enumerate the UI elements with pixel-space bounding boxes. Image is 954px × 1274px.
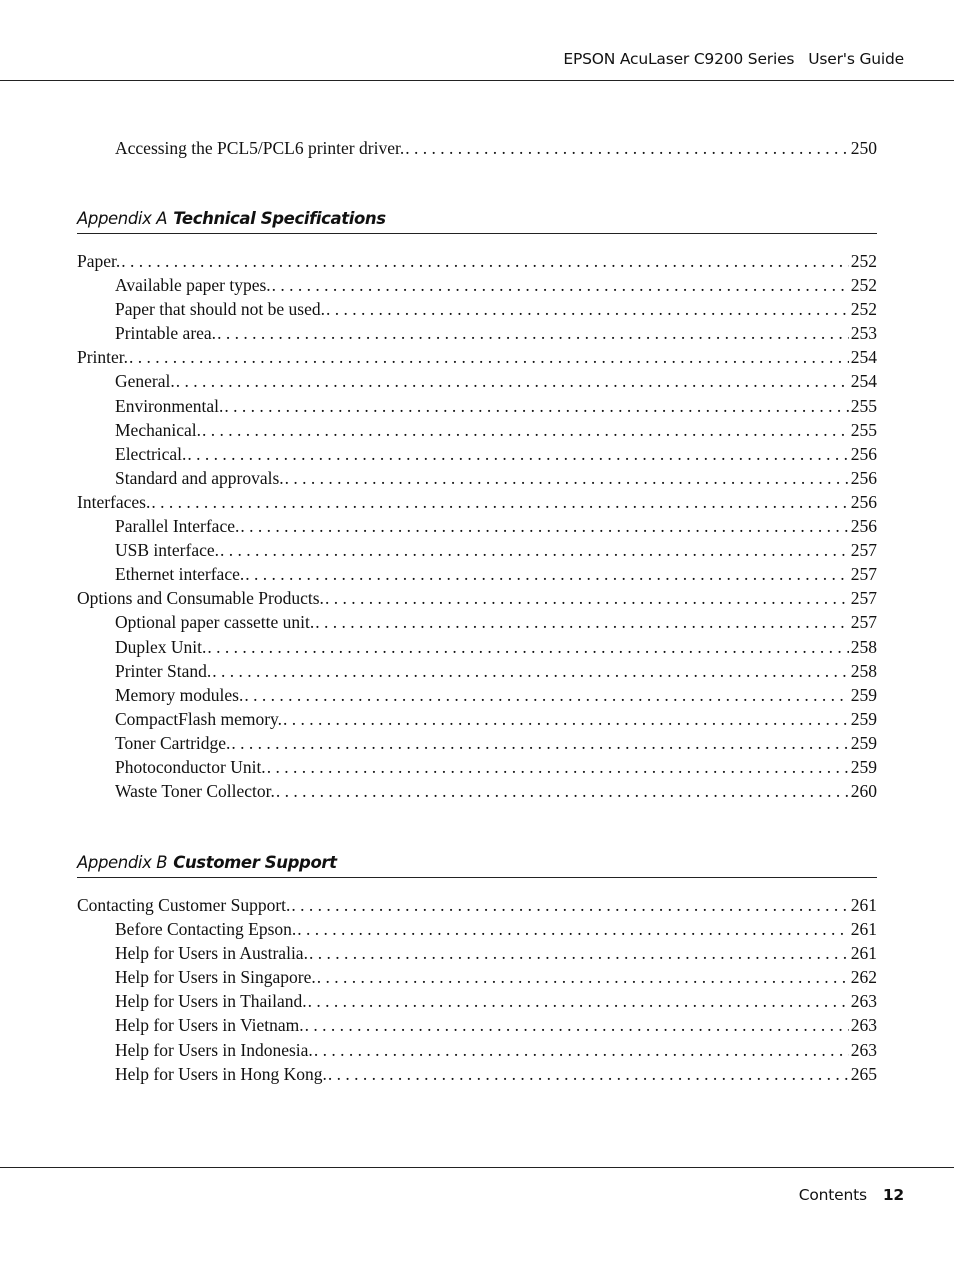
toc-entry-page: 252 — [850, 299, 877, 320]
toc-entry-contacting-customer-support[interactable] — [77, 893, 877, 917]
dot-leader — [176, 369, 849, 393]
dot-leader — [202, 418, 849, 442]
toc-entry-page: 260 — [850, 781, 877, 802]
toc-entry-title: Photoconductor Unit. — [115, 756, 266, 777]
toc-entry-page: 258 — [850, 636, 877, 657]
toc-entry-paper[interactable] — [77, 249, 877, 273]
toc-entry-page: 263 — [850, 1015, 877, 1036]
toc-entry-title: Contacting Customer Support. — [77, 895, 291, 915]
dot-leader — [272, 273, 849, 297]
toc-entry-page: 252 — [850, 251, 877, 271]
dot-leader — [325, 586, 849, 610]
dot-leader — [285, 466, 849, 490]
dot-leader — [245, 562, 849, 586]
appendix-a-heading — [77, 209, 877, 234]
toc-entry-page: 265 — [850, 1063, 877, 1084]
toc-entry-page: 261 — [850, 919, 877, 940]
running-header — [563, 50, 904, 68]
toc-entry-help-indonesia[interactable] — [77, 1038, 877, 1062]
dot-leader — [224, 394, 848, 418]
toc-entry-title: Before Contacting Epson. — [115, 919, 297, 940]
running-footer — [799, 1186, 904, 1204]
toc-entry-page: 252 — [850, 275, 877, 296]
toc-entry-title: CompactFlash memory. — [115, 708, 283, 729]
dot-leader — [305, 1013, 849, 1037]
dot-leader — [328, 1062, 849, 1086]
dot-leader — [309, 941, 849, 965]
toc-entry-printable-area[interactable] — [77, 321, 877, 345]
header-guide-title: User's Guide — [808, 50, 904, 68]
dot-leader — [129, 345, 849, 369]
toc-entry-title: Options and Consumable Products. — [77, 588, 324, 609]
footer-section-name: Contents — [798, 1186, 867, 1204]
toc-entry-page: 259 — [850, 732, 877, 753]
dot-leader — [315, 610, 849, 634]
dot-leader — [283, 707, 849, 731]
toc-entry-duplex-unit[interactable] — [77, 635, 877, 659]
toc-entry-page: 254 — [850, 347, 877, 368]
toc-entry-title: Mechanical. — [115, 419, 201, 440]
toc-entry-page: 256 — [850, 443, 877, 464]
toc-continued-block — [77, 136, 877, 160]
toc-entry-page: 259 — [850, 708, 877, 729]
toc-entry-title: Paper. — [77, 251, 121, 271]
toc-entry-title: Help for Users in Indonesia. — [115, 1039, 313, 1060]
toc-entry-printer[interactable] — [77, 345, 877, 369]
toc-entry-page: 250 — [850, 138, 877, 158]
toc-entry-help-vietnam[interactable] — [77, 1013, 877, 1037]
toc-entry-page: 259 — [850, 756, 877, 777]
toc-entry-title: Help for Users in Hong Kong. — [115, 1063, 327, 1084]
toc-entry-usb-interface[interactable] — [77, 538, 877, 562]
toc-entry-available-paper-types[interactable] — [77, 273, 877, 297]
toc-entry-title: Interfaces. — [77, 491, 151, 512]
dot-leader — [267, 755, 849, 779]
dot-leader — [308, 989, 849, 1013]
dot-leader — [220, 538, 849, 562]
toc-entry-paper-not-to-use[interactable] — [77, 297, 877, 321]
toc-entry-standard-and-approvals[interactable] — [77, 466, 877, 490]
toc-entry-help-hong-kong[interactable] — [77, 1062, 877, 1086]
dot-leader — [151, 490, 848, 514]
dot-leader — [317, 965, 849, 989]
toc-entry-mechanical[interactable] — [77, 418, 877, 442]
toc-entry-title: Duplex Unit. — [115, 636, 207, 657]
toc-entry-title: Ethernet interface. — [115, 564, 245, 585]
toc-entry-page: 257 — [850, 588, 877, 609]
toc-entry-electrical[interactable] — [77, 442, 877, 466]
toc-entry-environmental[interactable] — [77, 394, 877, 418]
toc-entry-title: Waste Toner Collector. — [115, 781, 275, 802]
toc-entry-toner-cartridge[interactable] — [77, 731, 877, 755]
toc-entry-compactflash-memory[interactable] — [77, 707, 877, 731]
toc-entry-options-and-consumables[interactable] — [77, 586, 877, 610]
toc-entry-waste-toner-collector[interactable] — [77, 779, 877, 803]
toc-entry-memory-modules[interactable] — [77, 683, 877, 707]
toc-entry-before-contacting-epson[interactable] — [77, 917, 877, 941]
toc-entry-title: Optional paper cassette unit. — [115, 612, 315, 633]
toc-entry-help-thailand[interactable] — [77, 989, 877, 1013]
dot-leader — [187, 442, 848, 466]
header-rule — [0, 80, 954, 81]
toc-entry-page: 263 — [850, 991, 877, 1012]
toc-entry-printer-stand[interactable] — [77, 659, 877, 683]
toc-entry-page: 257 — [850, 612, 877, 633]
toc-entry-general[interactable] — [77, 369, 877, 393]
toc-entry[interactable] — [77, 136, 877, 160]
toc-entry-page: 256 — [850, 467, 877, 488]
toc-entry-title: Help for Users in Vietnam. — [115, 1015, 304, 1036]
toc-entry-title: Printer. — [77, 347, 129, 368]
appendix-title[interactable]: Customer Support — [173, 853, 337, 872]
toc-entry-page: 256 — [850, 491, 877, 512]
toc-entry-title: Available paper types. — [115, 275, 271, 296]
toc-entry-title: Environmental. — [115, 395, 224, 416]
dot-leader — [231, 731, 848, 755]
appendix-b-entries — [77, 893, 877, 1086]
toc-entry-title: Help for Users in Singapore. — [115, 967, 316, 988]
toc-entry-title: Toner Cartridge. — [115, 732, 231, 753]
dot-leader — [121, 249, 848, 273]
appendix-label: Appendix B — [77, 853, 168, 872]
toc-entry-page: 261 — [850, 943, 877, 964]
toc-entry-page: 254 — [850, 371, 877, 392]
toc-entry-title: Electrical. — [115, 443, 187, 464]
appendix-label: Appendix A — [77, 209, 168, 228]
toc-entry-page: 257 — [850, 564, 877, 585]
toc-entry-help-singapore[interactable] — [77, 965, 877, 989]
toc-entry-title: Parallel Interface. — [115, 516, 240, 537]
toc-entry-title: USB interface. — [115, 540, 219, 561]
toc-entry-page: 263 — [850, 1039, 877, 1060]
toc-entry-title: General. — [115, 371, 175, 392]
footer-page-number: 12 — [882, 1186, 904, 1204]
toc-entry-page: 261 — [850, 895, 877, 915]
toc-entry-interfaces[interactable] — [77, 490, 877, 514]
toc-entry-title: Memory modules. — [115, 684, 244, 705]
toc-entry-page: 255 — [850, 419, 877, 440]
toc-entry-page: 256 — [850, 516, 877, 537]
dot-leader — [217, 321, 849, 345]
toc-entry-page: 258 — [850, 660, 877, 681]
toc-entry-page: 253 — [850, 323, 877, 344]
toc-entry-parallel-interface[interactable] — [77, 514, 877, 538]
appendix-b-heading — [77, 853, 877, 878]
toc-entry-ethernet-interface[interactable] — [77, 562, 877, 586]
dot-leader — [326, 297, 849, 321]
toc-entry-title: Printable area. — [115, 323, 217, 344]
toc-entry-photoconductor-unit[interactable] — [77, 755, 877, 779]
dot-leader — [297, 917, 848, 941]
dot-leader — [291, 893, 848, 917]
toc-entry-title: Help for Users in Thailand. — [115, 991, 307, 1012]
dot-leader — [314, 1038, 849, 1062]
toc-entry-page: 259 — [850, 684, 877, 705]
toc-entry-title: Help for Users in Australia. — [115, 943, 308, 964]
toc-entry-title: Accessing the PCL5/PCL6 printer driver. — [115, 138, 405, 158]
toc-entry-page: 262 — [850, 967, 877, 988]
toc-entry-page: 257 — [850, 540, 877, 561]
toc-entry-help-australia[interactable] — [77, 941, 877, 965]
appendix-a-entries — [77, 249, 877, 803]
dot-leader — [244, 683, 848, 707]
dot-leader — [207, 635, 848, 659]
toc-entry-title: Paper that should not be used. — [115, 299, 325, 320]
toc-entry-title: Standard and approvals. — [115, 467, 284, 488]
dot-leader — [240, 514, 848, 538]
header-product-name: EPSON AcuLaser C9200 Series — [563, 50, 795, 68]
toc-entry-optional-paper-cassette[interactable] — [77, 610, 877, 634]
dot-leader — [405, 136, 849, 160]
dot-leader — [276, 779, 849, 803]
toc-entry-page: 255 — [850, 395, 877, 416]
toc-entry-title: Printer Stand. — [115, 660, 212, 681]
dot-leader — [212, 659, 849, 683]
footer-rule — [0, 1167, 954, 1168]
appendix-title[interactable]: Technical Specifications — [173, 209, 386, 228]
